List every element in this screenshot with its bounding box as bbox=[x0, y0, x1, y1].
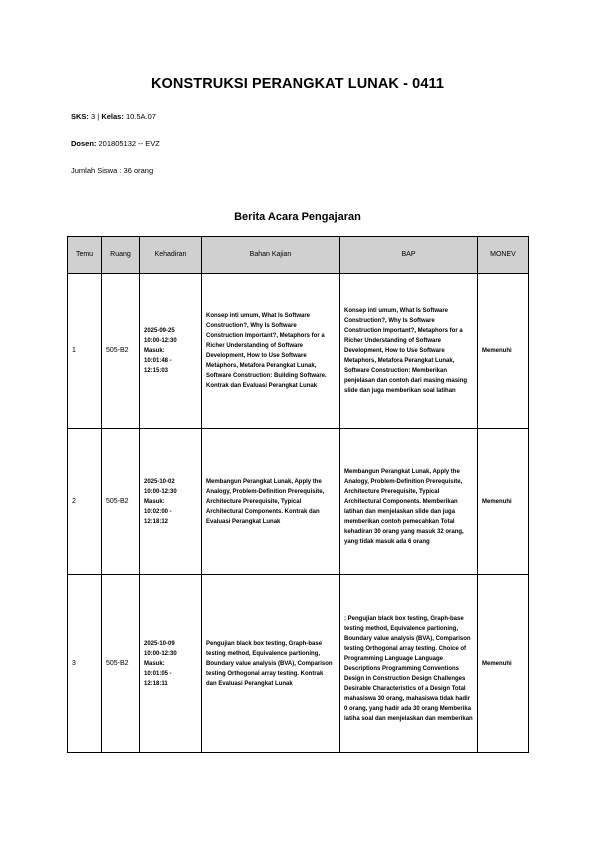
col-header-bahan-kajian: Bahan Kajian bbox=[202, 237, 340, 274]
sks-value: 3 bbox=[91, 112, 96, 121]
kelas-label: Kelas: bbox=[101, 112, 124, 121]
cell-bahan-kajian: Pengujian black box testing, Graph-base testing method, Equivalence partioning, Boundary value analysis (BVA), Comparison testing Orthogonal array testing. Kontrak dan Evaluasi Perangkat Lunak bbox=[202, 575, 340, 753]
page-title: KONSTRUKSI PERANGKAT LUNAK - 0411 bbox=[150, 76, 445, 92]
table-row bbox=[68, 274, 529, 429]
cell-bap: : Pengujian black box testing, Graph-base testing method, Equivalence partioning, Boundary value analysis (BVA), Comparison testing Orthogonal array testing. Choice of Programming Language Language Descriptions Programming Conventions Design in Construction Design Challenges Desirable Characteristics of a Design Total mahasiswa 30 orang, mahasiswa tidak hadir 0 orang, yang hadir ada 30 orang Memberika latiha soal dan menjelaskan dan memberikan bbox=[340, 575, 478, 753]
cell-kehadiran: 2025-10-09 10:00-12:30 Masuk: 10:01:05 - 12:18:11 bbox=[140, 575, 202, 753]
col-header-temu: Temu bbox=[68, 237, 102, 274]
section-title: Berita Acara Pengajaran bbox=[234, 211, 361, 223]
col-header-kehadiran: Kehadiran bbox=[140, 237, 202, 274]
course-meta-line bbox=[71, 112, 156, 121]
cell-bahan-kajian: Konsep inti umum, What Is Software Construction?, Why Is Software Construction Important?, Metaphors for a Richer Understanding of Software Development, How to Use Software Metaphors, Metafora Perangkat Lunak, Software Construction: Building Software. Kontrak dan Evaluasi Perangkat Lunak bbox=[202, 274, 340, 429]
bap-table bbox=[67, 236, 529, 753]
table-header-row bbox=[68, 237, 529, 274]
cell-monev: Memenuhi bbox=[478, 429, 529, 575]
dosen-label: Dosen: bbox=[71, 139, 97, 148]
cell-temu: 1 bbox=[68, 274, 102, 429]
table-row bbox=[68, 575, 529, 753]
cell-ruang: 505-B2 bbox=[102, 274, 140, 429]
cell-bahan-kajian: Membangun Perangkat Lunak, Apply the Analogy, Problem-Definition Prerequisite, Architecture Prerequisite, Typical Architectural Components. Kontrak dan Evaluasi Perangkat Lunak bbox=[202, 429, 340, 575]
col-header-monev: MONEV bbox=[478, 237, 529, 274]
cell-temu: 2 bbox=[68, 429, 102, 575]
table-row bbox=[68, 429, 529, 575]
cell-kehadiran: 2025-09-25 10:00-12:30 Masuk: 10:01:48 - 12:15:03 bbox=[140, 274, 202, 429]
dosen-value: 201805132 -- EVZ bbox=[98, 139, 160, 148]
cell-monev: Memenuhi bbox=[478, 575, 529, 753]
cell-ruang: 505-B2 bbox=[102, 429, 140, 575]
student-count: Jumlah Siswa : 36 orang bbox=[71, 166, 154, 175]
sks-label: SKS: bbox=[71, 112, 89, 121]
col-header-ruang: Ruang bbox=[102, 237, 140, 274]
cell-ruang: 505-B2 bbox=[102, 575, 140, 753]
col-header-bap: BAP bbox=[340, 237, 478, 274]
cell-bap: Membangun Perangkat Lunak, Apply the Analogy, Problem-Definition Prerequisite, Architecture Prerequisite, Typical Architectural Components. Memberikan latihan dan menjelaskan slide dan juga memberikan contoh pemecahkan Total kehadiran 30 orang yang masuk 32 orang, yang tidak masuk ada 6 orang bbox=[340, 429, 478, 575]
cell-temu: 3 bbox=[68, 575, 102, 753]
lecturer-line bbox=[71, 139, 160, 148]
cell-kehadiran: 2025-10-02 10:00-12:30 Masuk: 10:02:00 - 12:18:12 bbox=[140, 429, 202, 575]
kelas-value: 10.5A.07 bbox=[125, 112, 156, 121]
cell-bap: Konsep inti umum, What Is Software Construction?, Why Is Software Construction Important?, Metaphors for a Richer Understanding of Software Development, How to Use Software Metaphors, Metafora Perangkat Lunak, Software Construction: Memberikan penjelasan dan contoh dari masing masing slide dan juga memberikan soal latihan bbox=[340, 274, 478, 429]
meta-separator: | bbox=[97, 112, 100, 121]
cell-monev: Memenuhi bbox=[478, 274, 529, 429]
